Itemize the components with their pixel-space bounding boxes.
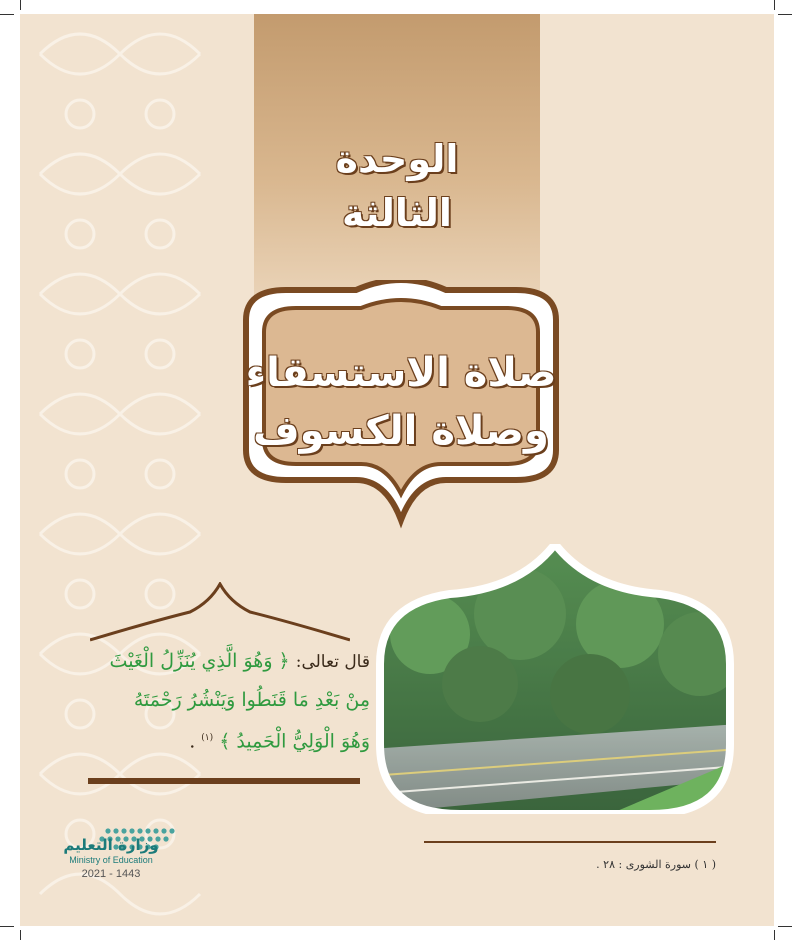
crop-mark — [778, 926, 792, 927]
unit-line-2: الثالثة — [342, 191, 452, 235]
verse-arch-ornament — [90, 582, 350, 642]
lesson-title — [216, 344, 586, 460]
verse-intro: قال تعالى: — [295, 652, 370, 672]
edition-years: 2021 - 1443 — [81, 868, 141, 880]
ministry-name-ar: وزارة التعليم — [63, 836, 159, 854]
footnote-divider — [424, 841, 716, 843]
verse-line-3: وَهُوَ الْوَلِيُّ الْحَمِيدُ ﴾ — [219, 730, 370, 753]
crop-mark — [0, 14, 14, 15]
verse-divider — [88, 778, 360, 784]
crop-mark — [774, 0, 775, 10]
verse-line-1: ﴿ وَهُوَ الَّذِي يُنَزِّلُ الْغَيْثَ — [109, 650, 290, 672]
unit-line-1: الوحدة — [335, 137, 459, 181]
crop-mark — [0, 926, 14, 927]
ministry-name-en: Ministry of Education — [69, 855, 153, 865]
verse-line-2: مِنْ بَعْدِ مَا قَنَطُوا وَيَنْشُرُ رَحْمَتَهُ — [133, 689, 370, 711]
quran-verse — [70, 642, 370, 760]
book-page — [20, 14, 774, 926]
rain-forest-photo — [370, 544, 740, 814]
crop-mark — [778, 14, 792, 15]
verse-end: . — [189, 730, 196, 753]
lesson-title-line-1: صلاة الاستسقاء — [245, 350, 557, 396]
crop-mark — [20, 0, 21, 10]
crop-mark — [20, 930, 21, 940]
crop-mark — [774, 930, 775, 940]
verse-footnote-mark: (١) — [201, 733, 214, 743]
unit-heading — [254, 132, 540, 240]
ornamental-pattern — [20, 14, 230, 926]
footnote: ( ١ ) سورة الشورى : ٢٨ . — [596, 858, 716, 871]
lesson-title-line-2: وصلاة الكسوف — [253, 408, 549, 454]
